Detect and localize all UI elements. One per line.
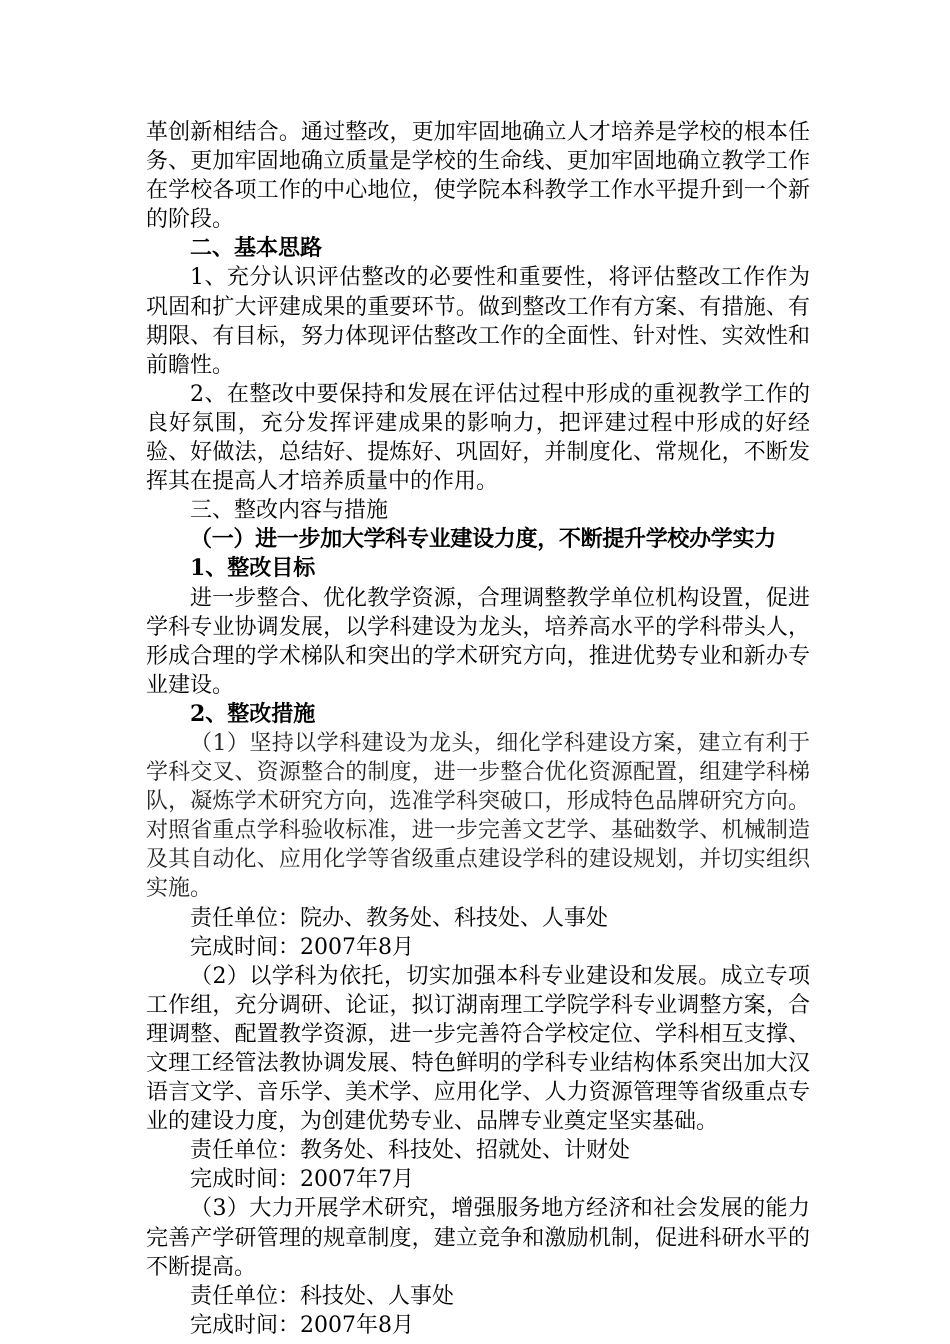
measure-3-responsible-units: 责任单位：科技处、人事处	[190, 1283, 455, 1309]
measure-2-deadline: 完成时间：2007年7月	[190, 1167, 414, 1193]
intro-paragraph: 革创新相结合。通过整改，更加牢固地确立人才培养是学校的根本任务、更加牢固地确立质量是学校的生命线、更加牢固地确立教学工作在学校各项工作的中心地位，使学院本科教学工作水平提升到一个新的阶段。	[146, 120, 810, 233]
approach-item-2: 2、在整改中要保持和发展在评估过程中形成的重视教学工作的良好氛围，充分发挥评建成果的影响力，把评建过程中形成的好经验、好做法，总结好、提炼好、巩固好，并制度化、常规化，不断发挥其在提高人才培养质量中的作用。	[146, 381, 810, 495]
measure-2-responsible-units: 责任单位：教务处、科技处、招就处、计财处	[190, 1138, 631, 1164]
measure-2-paragraph: （2）以学科为依托，切实加强本科专业建设和发展。成立专项工作组，充分调研、论证，拟订湖南理工学院学科专业调整方案，合理调整、配置教学资源，进一步完善符合学校定位、学科相互支撑、文理工经管法教协调发展、特色鲜明的学科专业结构体系突出加大汉语言文学、音乐学、美术学、应用化学、人力资源管理等省级重点专业的建设力度，为创建优势专业、品牌专业奠定坚实基础。	[146, 963, 810, 1135]
measure-3-deadline: 完成时间：2007年8月	[190, 1312, 414, 1338]
subheading-goals: 1、整改目标	[190, 555, 316, 582]
measure-1-paragraph: （1）坚持以学科建设为龙头，细化学科建设方案，建立有利于学科交叉、资源整合的制度，进一步整合优化资源配置，组建学科梯队，凝炼学术研究方向，选准学科突破口，形成特色品牌研究方向。对照省重点学科验收标准，进一步完善文艺学、基础数学、机械制造及其自动化、应用化学等省级重点建设学科的建设规划，并切实组织实施。	[146, 730, 810, 902]
goals-paragraph: 进一步整合、优化教学资源，合理调整教学单位机构设置，促进学科专业协调发展，以学科建设为龙头，培养高水平的学科带头人，形成合理的学术梯队和突出的学术研究方向，推进优势专业和新办专业建设。	[146, 585, 810, 698]
section-heading-content-measures: 三、整改内容与措施	[190, 498, 389, 524]
approach-item-1: 1、充分认识评估整改的必要性和重要性，将评估整改工作作为巩固和扩大评建成果的重要环节。做到整改工作有方案、有措施、有期限、有目标，努力体现评估整改工作的全面性、针对性、实效性和前瞻性。	[146, 265, 810, 378]
measure-3-paragraph: （3）大力开展学术研究，增强服务地方经济和社会发展的能力完善产学研管理的规章制度，建立竞争和激励机制，促进科研水平的不断提高。	[146, 1196, 810, 1280]
document-body	[146, 118, 810, 1340]
section-heading-basic-approach: 二、基本思路	[190, 235, 323, 262]
subheading-measures: 2、整改措施	[190, 700, 316, 727]
measure-1-responsible-units: 责任单位：院办、教务处、科技处、人事处	[190, 905, 609, 931]
measure-1-deadline: 完成时间：2007年8月	[190, 934, 414, 960]
subsection-heading-discipline: （一）进一步加大学科专业建设力度，不断提升学校办学实力	[190, 526, 776, 553]
